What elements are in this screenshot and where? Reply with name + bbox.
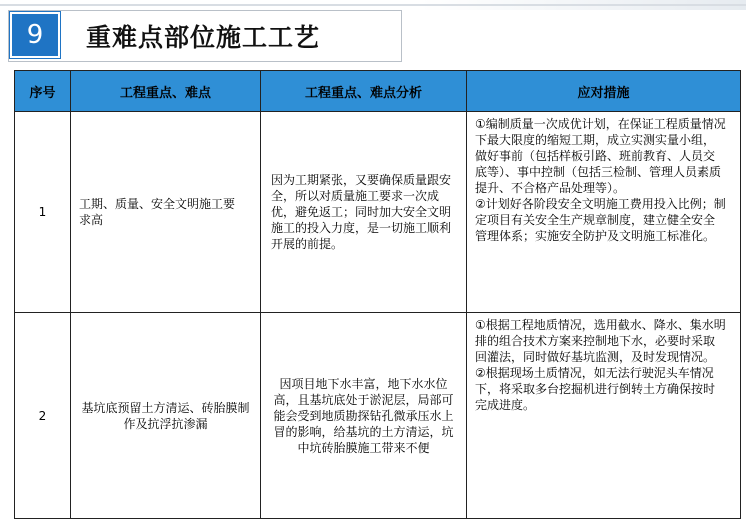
cell-key-point: 工期、质量、安全文明施工要求高 [71,112,261,313]
col-header-key-point: 工程重点、难点 [71,71,261,112]
cell-no: 1 [15,112,71,313]
measure-item: ①根据工程地质情况，选用截水、降水、集水明排的组合技术方案来控制地下水，必要时采取回灌法，同时做好基坑监测，及时发现情况。 [475,318,726,364]
page-title: 重难点部位施工工艺 [86,23,321,52]
table-row [15,112,741,313]
section-number-badge: 9 [10,12,60,58]
cell-analysis: 因项目地下水丰富，地下水水位高，且基坑底处于淤泥层，局部可能会受到地质勘探钻孔微承压水上冒的影响，给基坑的土方清运，坑中坑砖胎膜施工带来不便 [261,313,467,519]
cell-no: 2 [15,313,71,519]
measure-item: ②根据现场土质情况，如无法行驶泥头车情况下，将采取多台挖掘机进行倒转土方确保按时完成进度。 [475,366,716,412]
col-header-measures: 应对措施 [467,71,741,112]
table-row [15,313,741,519]
col-header-analysis: 工程重点、难点分析 [261,71,467,112]
table-header-row [15,71,741,112]
difficulty-table [14,70,741,519]
measure-item: ①编制质量一次成优计划，在保证工程质量情况下最大限度的缩短工期，成立实测实量小组，做好事前（包括样板引路、班前教育、人员交底等）、事中控制（包括三检制、管理人员素质提升、不合格产品处理等）。 [475,117,726,195]
col-header-no: 序号 [15,71,71,112]
cell-analysis: 因为工期紧张，又要确保质量跟安全，所以对质量施工要求一次成优，避免返工；同时加大安全文明施工的投入力度，是一切施工顺利开展的前提。 [261,112,467,313]
measure-item: ②计划好各阶段安全文明施工费用投入比例；制定项目有关安全生产规章制度，建立健全安全管理体系；实施安全防护及文明施工标准化。 [475,197,726,243]
cell-measures [467,112,741,313]
cell-measures [467,313,741,519]
cell-key-point: 基坑底预留土方清运、砖胎膜制作及抗浮抗渗漏 [71,313,261,519]
top-divider [0,4,746,6]
